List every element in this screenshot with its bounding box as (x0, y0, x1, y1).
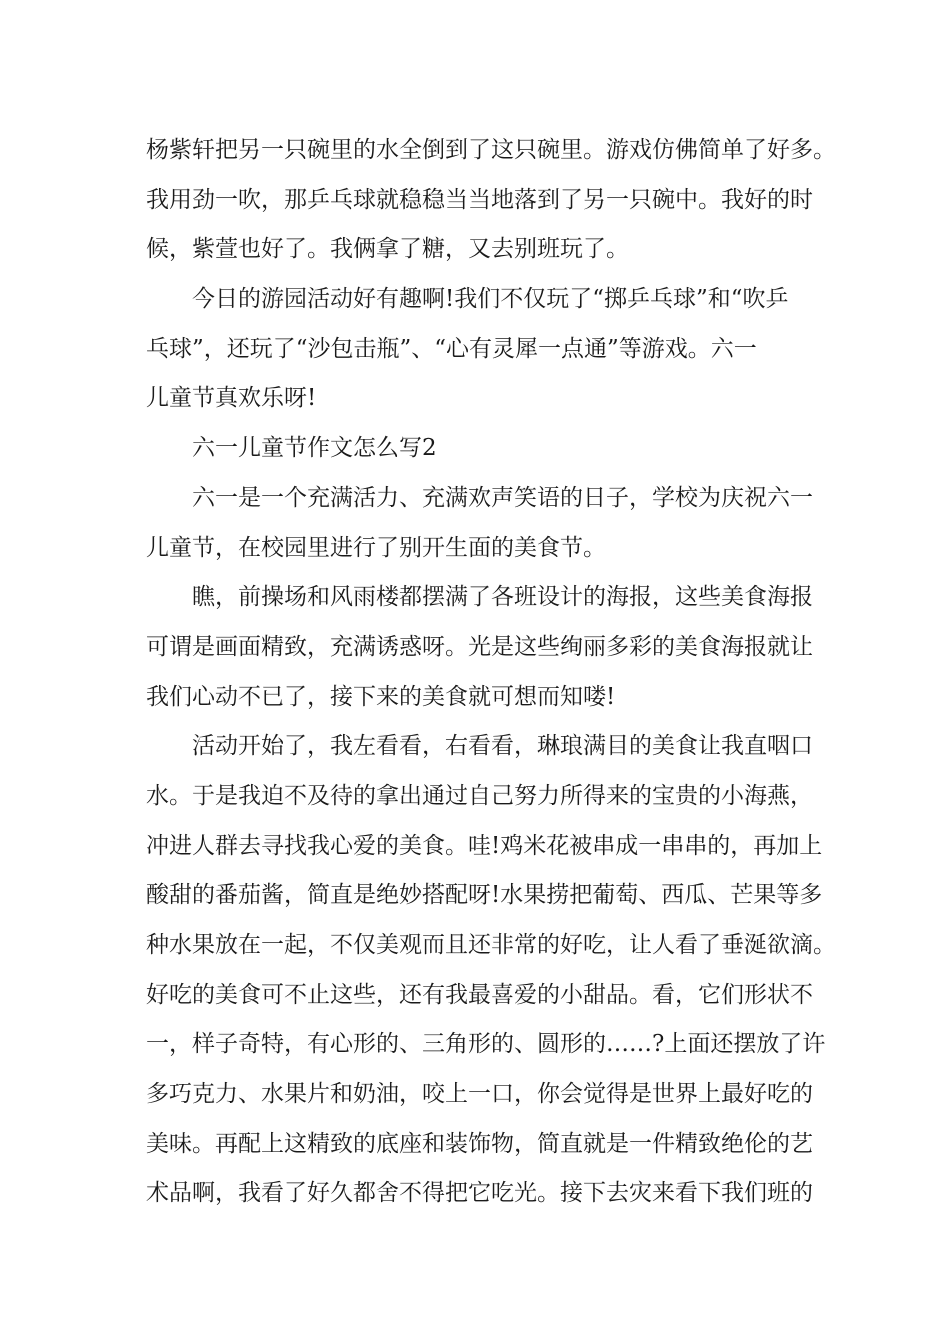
text-line: 我用劲一吹，那乒乓球就稳稳当当地落到了另一只碗中。我好的时 (146, 186, 813, 213)
text-line: 水。于是我迫不及待的拿出通过自己努力所得来的宝贵的小海燕， (146, 782, 813, 809)
text-line: 活动开始了，我左看看，右看看，琳琅满目的美食让我直咽口 (192, 733, 813, 760)
text-line: 今日的游园活动好有趣啊!我们不仅玩了“掷乒乓球”和“吹乒 (192, 286, 789, 313)
text-line: 种水果放在一起，不仅美观而且还非常的好吃，让人看了垂涎欲滴。 (146, 932, 836, 958)
text-line: 儿童节真欢乐呀! (146, 385, 317, 412)
text-line: 儿童节，在校园里进行了别开生面的美食节。 (146, 534, 606, 561)
text-line: 一，样子奇特，有心形的、三角形的、圆形的……?上面还摆放了许 (146, 1031, 826, 1058)
text-line: 瞧，前操场和风雨楼都摆满了各班设计的海报，这些美食海报 (192, 584, 813, 611)
text-line: 六一是一个充满活力、充满欢声笑语的日子，学校为庆祝六一 (192, 484, 813, 511)
text-line: 冲进人群去寻找我心爱的美食。哇!鸡米花被串成一串串的，再加上 (146, 832, 823, 859)
text-line: 酸甜的番茄酱，简直是绝妙搭配呀!水果捞把葡萄、西瓜、芒果等多 (146, 882, 823, 909)
article-body (146, 126, 836, 1219)
text-line: 乓球”，还玩了“沙包击瓶”、“心有灵犀一点通”等游戏。六一 (146, 335, 757, 362)
text-line: 好吃的美食可不止这些，还有我最喜爱的小甜品。看，它们形状不 (146, 981, 813, 1008)
text-line: 杨紫轩把另一只碗里的水全倒到了这只碗里。游戏仿佛简单了好多。 (146, 137, 836, 163)
text-line: 候，紫萱也好了。我俩拿了糖，又去别班玩了。 (146, 236, 629, 263)
text-line: 术品啊，我看了好久都舍不得把它吃光。接下去灾来看下我们班的 (146, 1180, 813, 1207)
text-line: 可谓是画面精致，充满诱惑呀。光是这些绚丽多彩的美食海报就让 (146, 633, 813, 660)
text-line: 我们心动不已了，接下来的美食就可想而知喽! (146, 683, 616, 710)
text-line: 多巧克力、水果片和奶油，咬上一口，你会觉得是世界上最好吃的 (146, 1081, 813, 1108)
section-heading: 六一儿童节作文怎么写2 (192, 435, 437, 462)
text-line: 美味。再配上这精致的底座和装饰物，简直就是一件精致绝伦的艺 (146, 1130, 813, 1157)
